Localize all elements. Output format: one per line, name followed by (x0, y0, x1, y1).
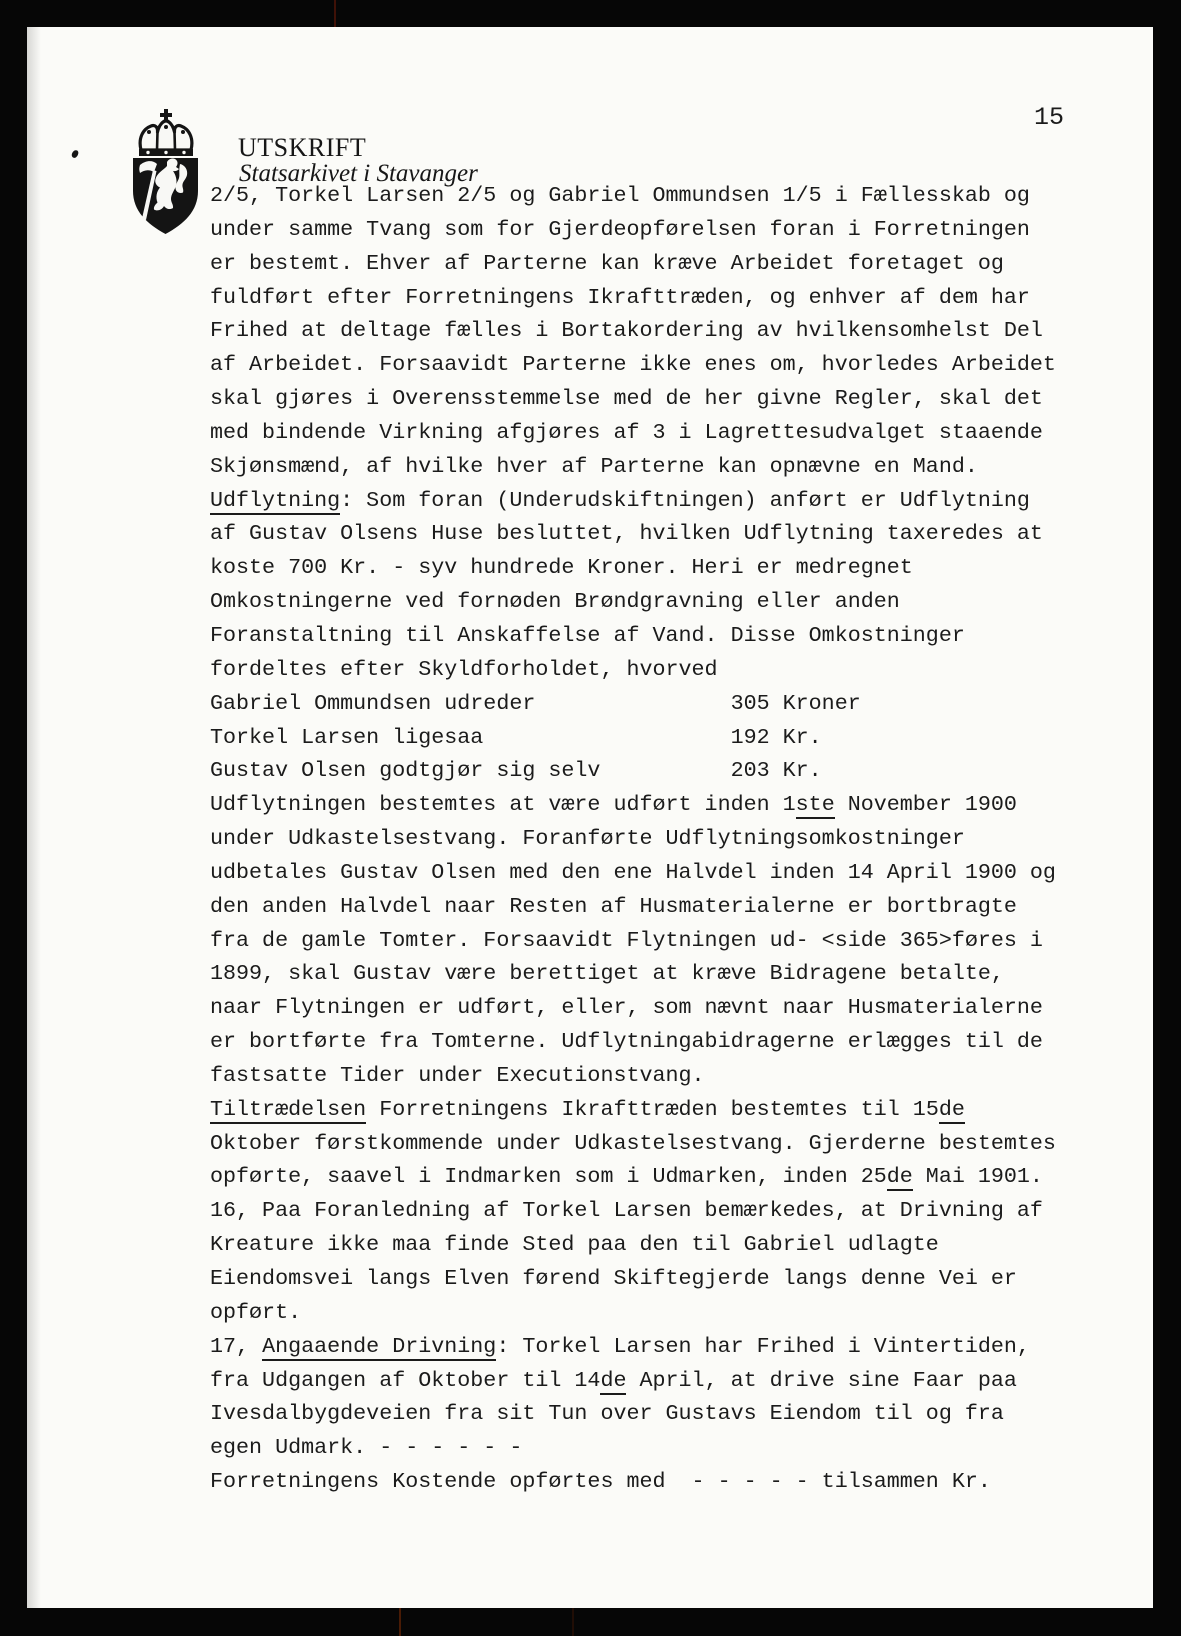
text-line: fastsatte Tider under Executionstvang. (210, 1062, 705, 1088)
text-line: er bortførte fra Tomterne. Udflytningabidragerne erlægges til de (210, 1029, 1043, 1055)
text-line: fra Udgangen af Oktober til 14de April, at drive sine Faar paa (210, 1367, 1017, 1393)
film-scratch-artifact (572, 1608, 574, 1636)
page-number: 15 (1034, 103, 1065, 132)
text-line: 17, Angaaende Drivning: Torkel Larsen har Frihed i Vintertiden, (210, 1333, 1030, 1359)
text-line: egen Udmark. - - - - - - (210, 1435, 523, 1461)
text-line: under Udkastelsestvang. Foranførte Udflytningsomkostninger (210, 826, 965, 852)
scan-speck (71, 149, 79, 158)
text-line: Udflytningen bestemtes at være udført inden 1ste November 1900 (210, 792, 1017, 818)
text-line: Torkel Larsen ligesaa 192 Kr. (210, 724, 822, 750)
text-line: udbetales Gustav Olsen med den ene Halvdel inden 14 April 1900 og (210, 859, 1056, 885)
text-line: koste 700 Kr. - syv hundrede Kroner. Heri er medregnet (210, 555, 913, 581)
text-line: Foranstaltning til Anskaffelse af Vand. Disse Omkostninger (210, 622, 965, 648)
text-line: Gabriel Ommundsen udreder 305 Kroner (210, 690, 861, 716)
text-line: Oktober førstkommende under Udkastelsestvang. Gjerderne bestemtes (210, 1130, 1056, 1156)
paper (27, 27, 1153, 1608)
text-line: den anden Halvdel naar Resten af Husmaterialerne er bortbragte (210, 893, 1017, 919)
text-line: Eiendomsvei langs Elven førend Skiftegjerde langs denne Vei er (210, 1266, 1017, 1291)
text-line: fuldført efter Forretningens Ikrafttræden, og enhver af dem har (210, 284, 1030, 310)
text-line: under samme Tvang som for Gjerdeopførelsen foran i Forretningen (210, 216, 1030, 242)
text-line: Udflytning: Som foran (Underudskiftningen) anført er Udflytning (210, 487, 1030, 513)
header-title: UTSKRIFT (238, 133, 367, 162)
coat-of-arms-icon (128, 108, 203, 236)
text-line: af Arbeidet. Forsaavidt Parterne ikke enes om, hvorledes Arbeidet (210, 352, 1056, 378)
text-line: Ivesdalbygdeveien fra sit Tun over Gustavs Eiendom til og fra (210, 1401, 1004, 1427)
text-line: fra de gamle Tomter. Forsaavidt Flytningen ud- <side 365>føres i (210, 927, 1043, 953)
text-line: Skjønsmænd, af hvilke hver af Parterne kan opnævne en Mand. (210, 453, 978, 479)
text-line: af Gustav Olsens Huse besluttet, hvilken Udflytning taxeredes at (210, 521, 1043, 547)
text-line: Gustav Olsen godtgjør sig selv 203 Kr. (210, 758, 822, 784)
text-line: opførte, saavel i Indmarken som i Udmarken, inden 25de Mai 1901. (210, 1164, 1043, 1190)
text-line: Kreature ikke maa finde Sted paa den til Gabriel udlagte (210, 1232, 939, 1258)
header-subtitle: Statsarkivet i Stavanger (239, 160, 478, 187)
text-line: skal gjøres i Overensstemmelse med de her givne Regler, skal det (210, 386, 1043, 412)
text-line: 1899, skal Gustav være berettiget at kræve Bidragene betalte, (210, 961, 1004, 987)
text-line: naar Flytningen er udført, eller, som nævnt naar Husmaterialerne (210, 995, 1043, 1021)
text-line: er bestemt. Ehver af Parterne kan kræve Arbeidet foretaget og (210, 250, 1004, 276)
text-line: Tiltrædelsen Forretningens Ikrafttræden bestemtes til 15de (210, 1096, 965, 1122)
text-line: 16, Paa Foranledning af Torkel Larsen bemærkedes, at Drivning af (210, 1198, 1043, 1224)
text-line: Frihed at deltage fælles i Bortakordering av hvilkensomhelst Del (210, 318, 1043, 344)
film-scratch-artifact (334, 0, 336, 27)
document-body (210, 179, 1133, 1499)
text-line: 2/5, Torkel Larsen 2/5 og Gabriel Ommundsen 1/5 i Fællesskab og (210, 183, 1030, 208)
text-line: Forretningens Kostende opførtes med - - - - - tilsammen Kr. (210, 1469, 991, 1495)
text-line: opført. (210, 1299, 302, 1325)
text-line: fordeltes efter Skyldforholdet, hvorved (210, 656, 718, 682)
text-line: Omkostningerne ved fornøden Brøndgravning eller anden (210, 589, 900, 615)
text-line: med bindende Virkning afgjøres af 3 i Lagrettesudvalget staaende (210, 419, 1043, 445)
film-scratch-artifact (399, 1608, 401, 1636)
